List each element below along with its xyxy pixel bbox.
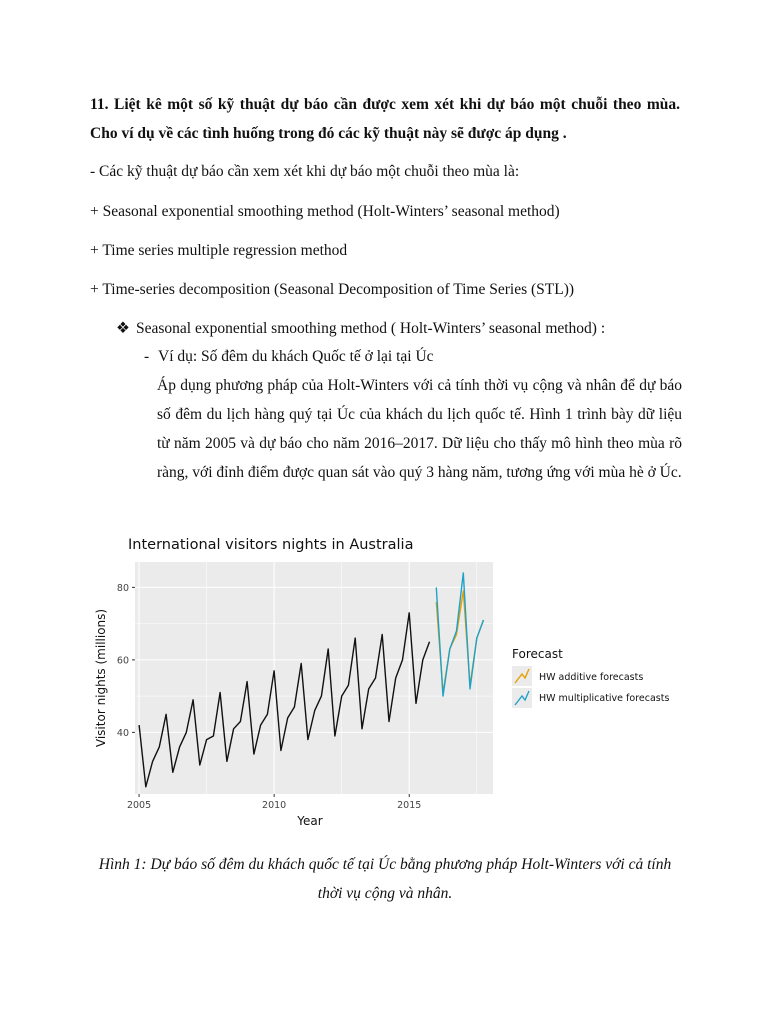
example-item [144,342,434,371]
chart-title: International visitors nights in Australia [128,537,414,553]
question-heading: 11. Liệt kê một số kỹ thuật dự báo cần được xem xét khi dự báo một chuỗi theo mùa. Cho ví dụ về các tình huống trong đó các kỹ thuật này sẽ được áp dụng . [90,96,680,142]
x-tick-label: 2005 [126,800,152,811]
y-axis-title: Visitor nights (millions) [94,608,108,748]
legend-label-multiplicative: HW multiplicative forecasts [539,693,670,704]
y-tick-label: 60 [116,655,129,667]
legend-label-additive: HW additive forecasts [539,672,644,683]
method-item-3: + Time-series decomposition (Seasonal Decomposition of Time Series (STL)) [90,281,575,298]
bullet-item [116,314,605,343]
plot-panel [135,562,493,794]
bullet-text: Seasonal exponential smoothing method ( Holt-Winters’ seasonal method) : [136,320,606,337]
x-axis-title: Year [297,814,323,828]
x-tick-label: 2015 [397,800,422,811]
y-tick-label: 80 [116,582,129,594]
y-tick-label: 40 [116,727,129,739]
dash-bullet: - [144,348,150,365]
example-label: Ví dụ: Số đêm du khách Quốc tế ở lại tại Úc [158,348,434,365]
diamond-bullet-icon: ❖ [116,320,130,337]
method-item-1: + Seasonal exponential smoothing method (Holt-Winters’ seasonal method) [90,203,560,220]
figure-caption: Hình 1: Dự báo số đêm du khách quốc tế tại Úc bằng phương pháp Holt-Winters với cả tính thời vụ cộng và nhân. [98,856,672,902]
legend-title: Forecast [512,647,563,661]
legend [512,647,669,708]
forecast-chart [88,528,688,838]
x-tick-label: 2010 [262,800,287,811]
method-item-2: + Time series multiple regression method [90,242,348,259]
example-paragraph: Áp dụng phương pháp của Holt-Winters với cả tính thời vụ cộng và nhân để dự báo số đêm du lịch hàng quý tại Úc của khách du lịch quốc tế. Hình 1 trình bày dữ liệu từ năm 2005 và dự báo cho năm 2016–2017. Dữ liệu cho thấy mô hình theo mùa rõ ràng, với đỉnh điểm được quan sát vào quý 3 hàng năm, tương ứng với mùa hè ở Úc. [157,377,682,481]
intro-line: - Các kỹ thuật dự báo cần xem xét khi dự báo một chuỗi theo mùa là: [90,163,520,180]
